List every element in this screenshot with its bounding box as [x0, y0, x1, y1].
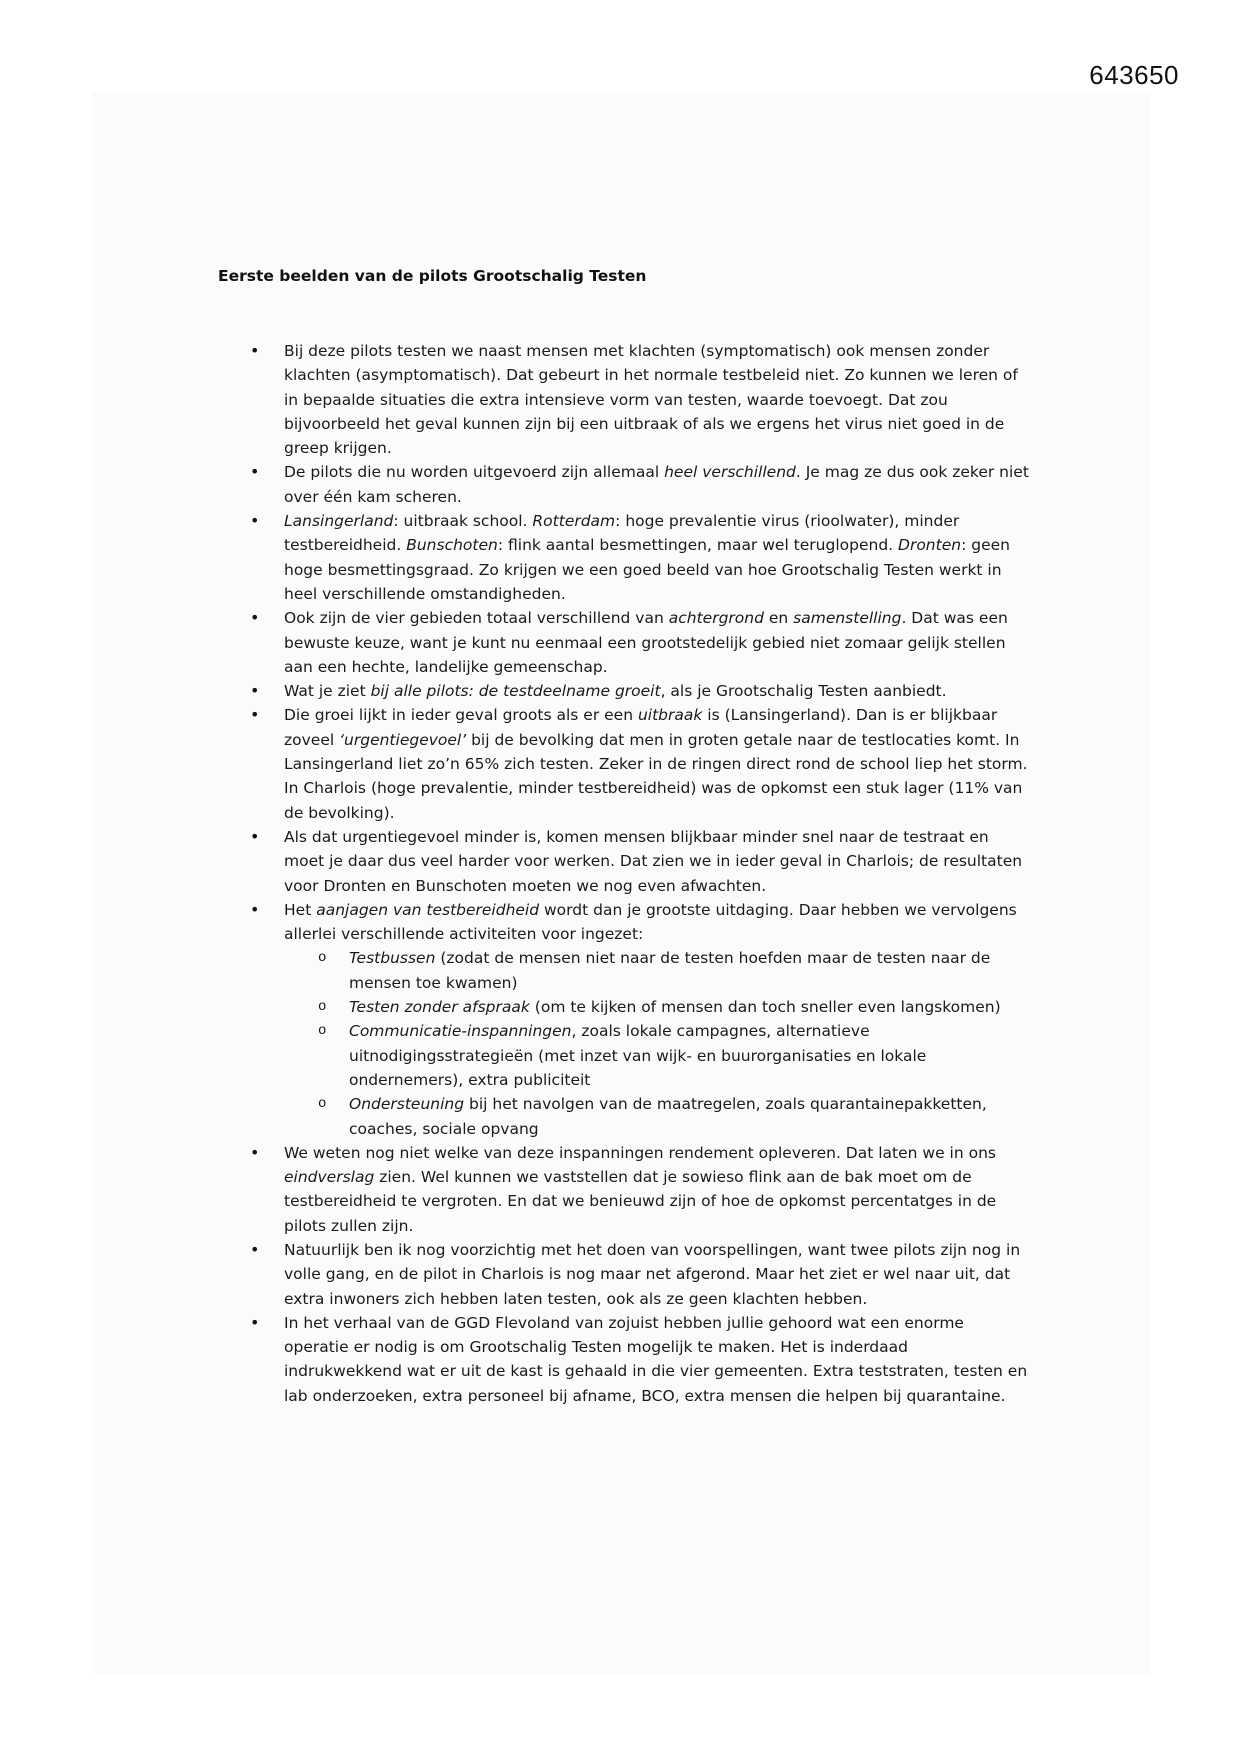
text-run: Het: [284, 900, 317, 919]
text-run: bij de bevolking dat men in groten getale naar de testlocaties komt. In Lansingerland liet zo’n 65% zich testen. Zeker in de ringen direct rond de school liep het storm. In Charlois (hoge prevalentie, minder testbereidheid) was de opkomst een stuk lager (11% van de bevolking).: [284, 730, 1028, 822]
emphasis-text: Ondersteuning: [349, 1095, 465, 1114]
emphasis-text: eindverslag: [284, 1168, 375, 1187]
text-run: , als je Grootschalig Testen aanbiedt.: [660, 682, 947, 701]
emphasis-text: Testen zonder afspraak: [349, 998, 530, 1017]
bullet-item: [250, 1141, 1030, 1238]
bullet-item: [250, 509, 1030, 606]
sub-bullet-item: [349, 946, 1030, 995]
sub-bullet-item: [349, 1019, 1030, 1092]
text-run: : hoge prevalentie virus (rioolwater), minder testbereidheid.: [284, 512, 960, 555]
emphasis-text: Communicatie-inspanningen: [349, 1022, 572, 1041]
emphasis-text: Rotterdam: [532, 512, 616, 531]
text-run: zien. Wel kunnen we vaststellen dat je sowieso flink aan de bak moet om de testbereidheid te vergroten. En dat we benieuwd zijn of hoe de opkomst percentatges in de pilots zullen zijn.: [284, 1168, 997, 1235]
document-id: 643650: [1089, 60, 1179, 90]
text-run: is (Lansingerland). Dan is er blijkbaar zoveel: [284, 706, 998, 749]
bullet-item: [250, 898, 1030, 1141]
bullet-item: [250, 460, 1030, 509]
text-run: Als dat urgentiegevoel minder is, komen mensen blijkbaar minder snel naar de testraat en moet je daar dus veel harder voor werken. Dat zien we in ieder geval in Charlois; de resultaten voor Dronten en Bunschoten moeten we nog even afwachten.: [284, 827, 1023, 895]
emphasis-text: ‘urgentiegevoel’: [339, 730, 467, 749]
text-run: Die groei lijkt in ieder geval groots als er een: [284, 706, 638, 725]
emphasis-text: Dronten: [898, 536, 962, 555]
emphasis-text: Testbussen: [349, 949, 436, 968]
bullet-item: [250, 1311, 1030, 1408]
text-run: (zodat de mensen niet naar de testen hoefden maar de testen naar de mensen toe kwamen): [349, 949, 991, 992]
bullet-item: [250, 679, 1030, 703]
page-title: Eerste beelden van de pilots Grootschalig Testen: [218, 267, 647, 285]
sub-bullet-list: [284, 946, 1030, 1140]
emphasis-text: aanjagen van testbereidheid: [316, 900, 540, 919]
text-run: De pilots die nu worden uitgevoerd zijn allemaal: [284, 463, 665, 482]
bullet-item: [250, 825, 1030, 898]
emphasis-text: uitbraak: [637, 706, 703, 725]
bullet-item: [250, 339, 1030, 460]
text-run: en: [763, 609, 794, 628]
sub-bullet-item: [349, 995, 1030, 1019]
text-run: : geen hoge besmettingsgraad. Zo krijgen we een goed beeld van hoe Grootschalig Testen werkt in heel verschillende omstandigheden.: [284, 536, 1010, 603]
emphasis-text: achtergrond: [668, 609, 764, 628]
text-run: wordt dan je grootste uitdaging. Daar hebben we vervolgens allerlei verschillende activiteiten voor ingezet:: [284, 900, 1017, 944]
bullet-item: [250, 703, 1030, 824]
emphasis-text: samenstelling: [793, 609, 902, 628]
text-run: , zoals lokale campagnes, alternatieve uitnodigingsstrategieën (met inzet van wijk- en buurorganisaties en lokale ondernemers), extra publiciteit: [349, 1022, 927, 1089]
text-run: . Dat was een bewuste keuze, want je kunt nu eenmaal een grootstedelijk gebied niet zomaar gelijk stellen aan een hechte, landelijke gemeenschap.: [284, 609, 1008, 676]
bullet-item: [250, 606, 1030, 679]
text-run: : uitbraak school.: [393, 512, 533, 531]
bullet-item: [250, 1238, 1030, 1311]
text-run: Bij deze pilots testen we naast mensen met klachten (symptomatisch) ook mensen zonder klachten (asymptomatisch). Dat gebeurt in het normale testbeleid niet. Zo kunnen we leren of in bepaalde situaties die extra intensieve vorm van testen, waarde toevoegt. Dat zou bijvoorbeeld het geval kunnen zijn bij een uitbraak of als we ergens het virus niet goed in de greep krijgen.: [284, 342, 1018, 458]
text-run: bij het navolgen van de maatregelen, zoals quarantainepakketten, coaches, sociale opvang: [349, 1095, 987, 1138]
emphasis-text: Bunschoten: [406, 536, 498, 555]
text-run: In het verhaal van de GGD Flevoland van zojuist hebben jullie gehoord wat een enorme operatie er nodig is om Grootschalig Testen mogelijk te maken. Het is inderdaad indrukwekkend wat er uit de kast is gehaald in die vier gemeenten. Extra teststraten, testen en lab onderzoeken, extra personeel bij afname, BCO, extra mensen die helpen bij quarantaine.: [284, 1313, 1028, 1405]
text-run: Natuurlijk ben ik nog voorzichtig met het doen van voorspellingen, want twee pilots zijn nog in volle gang, en de pilot in Charlois is nog maar net afgerond. Maar het ziet er wel naar uit, dat extra inwoners zich hebben laten testen, ook als ze geen klachten hebben.: [284, 1240, 1021, 1308]
text-run: (om te kijken of mensen dan toch sneller even langskomen): [529, 998, 1001, 1017]
emphasis-text: bij alle pilots: de testdeelname groeit: [370, 682, 661, 701]
text-run: Wat je ziet: [284, 682, 371, 701]
text-run: : flink aantal besmettingen, maar wel teruglopend.: [497, 536, 899, 555]
text-run: Ook zijn de vier gebieden totaal verschillend van: [284, 609, 669, 628]
emphasis-text: Lansingerland: [284, 512, 394, 531]
text-run: . Je mag ze dus ook zeker niet over één kam scheren.: [284, 463, 1029, 506]
bullet-list: [250, 339, 1030, 1408]
emphasis-text: heel verschillend: [664, 463, 796, 482]
sub-bullet-item: [349, 1092, 1030, 1141]
text-run: We weten nog niet welke van deze inspanningen rendement opleveren. Dat laten we in ons: [284, 1143, 996, 1162]
